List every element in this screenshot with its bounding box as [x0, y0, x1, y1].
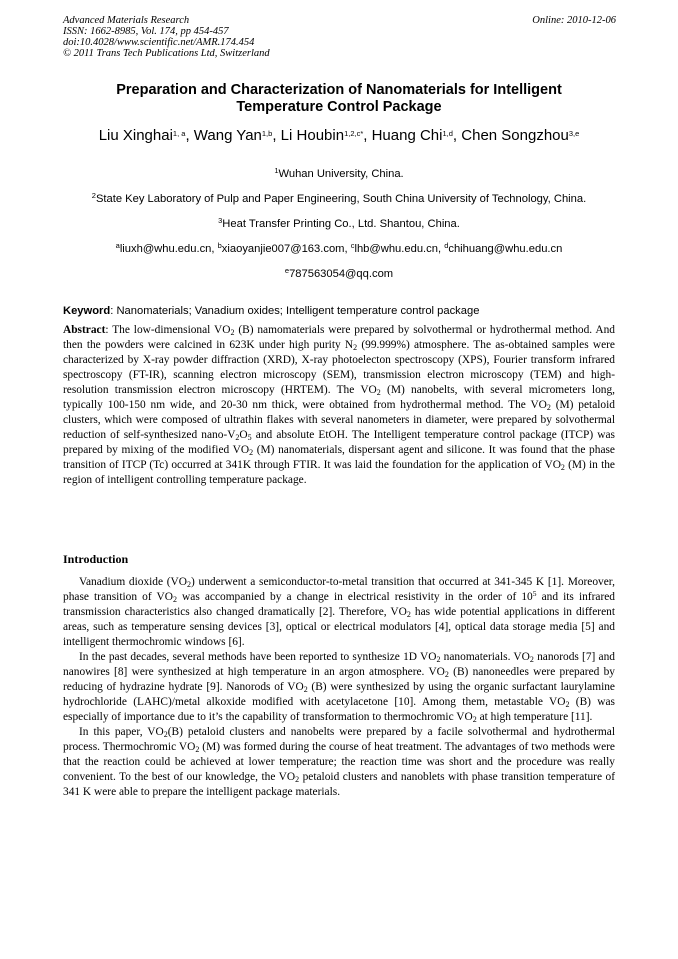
- subscript: 2: [472, 715, 477, 724]
- journal-header: [63, 15, 423, 59]
- affiliation-text: Wuhan University, China.: [278, 168, 404, 180]
- subscript: 2: [546, 403, 551, 412]
- keywords: [63, 304, 615, 318]
- author-name: Liu Xinghai: [98, 127, 173, 144]
- title-line-1: Preparation and Characterization of Nanomaterials for Intelligent: [116, 82, 562, 98]
- author-email-e: [55, 267, 623, 281]
- email-address: liuxh@whu.edu.cn,: [119, 243, 218, 255]
- doi-line: doi:10.4028/www.scientific.net/AMR.174.454: [63, 37, 255, 48]
- email-mark: b: [217, 241, 222, 250]
- copyright-line: © 2011 Trans Tech Publications Ltd, Switzerland: [63, 48, 270, 59]
- author-separator: ,: [185, 127, 194, 144]
- affiliation-text: Heat Transfer Printing Co., Ltd. Shantou, China.: [222, 218, 460, 230]
- subscript: 2: [444, 670, 449, 679]
- abstract-text: (M) nanobelts, with several micrometers long, typically 100-150 nm wide, and 20-30 nm thick, were obtained from hydrothermal method. The VO: [63, 384, 615, 411]
- author-affiliation-mark: 1,2,c*: [344, 129, 364, 138]
- subscript: 5: [247, 433, 252, 442]
- email-mark: d: [444, 241, 449, 250]
- author-separator: ,: [363, 127, 372, 144]
- author-separator: ,: [272, 127, 281, 144]
- abstract-text: (M) in the region of intelligent controlling temperature package.: [63, 459, 615, 486]
- paragraph-text: nanorods [7] and nanowires [8] were synthesized at high temperature in an argon atmosphere. VO: [63, 651, 615, 678]
- author-name: Li Houbin: [280, 127, 345, 144]
- author-affiliation-mark: 1,d: [442, 129, 453, 138]
- keyword-label: Keyword: [63, 305, 111, 317]
- subscript: 2: [560, 463, 565, 472]
- author-name: Chen Songzhou: [461, 127, 569, 144]
- subscript: 2: [187, 580, 191, 589]
- author-emails: [55, 242, 623, 256]
- paragraph-text: at high temperature [11].: [476, 711, 593, 723]
- paragraph: [63, 650, 615, 725]
- subscript: 2: [376, 388, 381, 397]
- subscript: 2: [195, 745, 200, 754]
- subscript: 2: [436, 655, 441, 664]
- abstract-text: (B) namomaterials were prepared by solvothermal or hydrothermal method. And then the powders were calcined in 623K under high purity N: [63, 324, 615, 351]
- email-address: xiaoyanjie007@163.com,: [221, 243, 351, 255]
- abstract-text: (M) petaloid clusters, which were composed of ultrathin flakes with several nanometers in diameter, were prepared by solvothermal reduction of self-synthesized nano-V: [63, 399, 615, 441]
- paragraph-text: and its infrared transmission characteristics also changed dramatically [2]. Therefore, VO: [63, 591, 615, 618]
- paragraph: [63, 725, 615, 800]
- subscript: 2: [249, 448, 254, 457]
- paragraph-text: Vanadium dioxide (VO: [79, 576, 187, 588]
- affiliation-1: [55, 167, 623, 181]
- subscript: 2: [406, 610, 411, 619]
- author-affiliation-mark: 3,e: [568, 129, 580, 138]
- paragraph-text: nanomaterials. VO: [440, 651, 530, 663]
- introduction-body: [63, 575, 615, 800]
- subscript: 2: [235, 433, 240, 442]
- paragraph-text: (B) were synthesized by using the organic surfactant laurylamine hydrochloride (LAHC)/metal alkoxide modified with acetylacetone [10]. Among them, metastable VO: [63, 681, 615, 708]
- keyword-text: : Nanomaterials; Vanadium oxides; Intelligent temperature control package: [110, 305, 480, 317]
- paragraph-text: (M) was formed during the course of heat treatment. The advantages of two methods were that the reaction could be achieved at lower temperature; the reaction time was short and the procedure was really convenient. To the best of our knowledge, the VO: [63, 741, 615, 783]
- abstract: [63, 323, 615, 488]
- paragraph: [63, 575, 615, 650]
- author-list: [63, 127, 615, 145]
- journal-name: Advanced Materials Research: [63, 15, 190, 26]
- abstract-text: O: [239, 429, 248, 441]
- subscript: 2: [529, 655, 534, 664]
- affiliation-mark: 3: [218, 216, 223, 225]
- paragraph-text: was accompanied by a change in electrical resistivity in the order of 10: [176, 591, 533, 603]
- paper-title: [63, 82, 615, 116]
- paragraph-text: petaloid clusters and nanoblets with phase transition temperature of 341 K were able to prepare the intelligent package materials.: [63, 771, 615, 798]
- abstract-text: : The low-dimensional VO: [105, 324, 231, 336]
- subscript: 2: [353, 343, 358, 352]
- abstract-text: (99.999%) atmosphere. The as-obtained samples were characterized by X-ray powder diffraction (XRD), X-ray photoelecton spectroscopy (XPS), Fourier transform infrared spectroscopy (FT-IR), scanning electron microscopy (SEM), transmission electron microscopy (TEM) and high-resolution transmission electron microscopy (HRTEM). The VO: [63, 339, 615, 396]
- paragraph-text: In this paper, VO: [79, 726, 164, 738]
- affiliation-mark: 1: [274, 166, 279, 175]
- email-address: lhb@whu.edu.cn,: [354, 243, 445, 255]
- email-mark: a: [115, 241, 120, 250]
- paragraph-text: (B) nanoneedles were prepared by reducing of hydrazine hydrate [9]. Nanorods of VO: [63, 666, 615, 693]
- section-heading-introduction: Introduction: [63, 552, 129, 566]
- affiliation-2: [55, 192, 623, 206]
- subscript: 2: [303, 685, 308, 694]
- subscript: 2: [565, 700, 570, 709]
- author-affiliation-mark: 1, a: [172, 129, 186, 138]
- paragraph-text: (B) petaloid clusters and nanobelts were prepared by a facile solvothermal and hydrothermal process. Thermochromic VO: [63, 726, 615, 753]
- issn-line: ISSN: 1662-8985, Vol. 174, pp 454-457: [63, 26, 229, 37]
- subscript: 2: [295, 775, 300, 784]
- paragraph-text: ) underwent a semiconductor-to-metal transition that occurred at 341-345 K [1]. Moreover, phase transition of VO: [63, 576, 615, 603]
- author-name: Wang Yan: [193, 127, 262, 144]
- online-date: Online: 2010-12-06: [532, 15, 616, 26]
- affiliation-text: State Key Laboratory of Pulp and Paper Engineering, South China University of Technology, China.: [95, 193, 587, 205]
- paragraph-text: (B) was especially of importance due to it’s the capability of transformation to thermochromic VO: [63, 696, 615, 723]
- subscript: 2: [230, 328, 235, 337]
- email-address: 787563054@qq.com: [289, 268, 394, 280]
- author-affiliation-mark: 1,b: [261, 129, 273, 138]
- email-mark: e: [284, 266, 290, 275]
- author-separator: ,: [452, 127, 462, 144]
- affiliation-3: [55, 217, 623, 231]
- subscript: 2: [163, 730, 168, 739]
- email-mark: c: [350, 241, 355, 250]
- author-name: Huang Chi: [371, 127, 443, 144]
- abstract-label: Abstract: [63, 324, 106, 336]
- email-address: chihuang@whu.edu.cn: [448, 243, 563, 255]
- affiliation-mark: 2: [91, 191, 96, 200]
- title-line-2: Temperature Control Package: [236, 99, 442, 115]
- paragraph-text: In the past decades, several methods have been reported to synthesize 1D VO: [79, 651, 437, 663]
- paragraph-text: has wide potential applications in different areas, such as temperature sensing devices [3], optical or electrical modulators [4], optical data storage media [5] and intelligent thermochromic windows [6].: [63, 606, 615, 648]
- subscript: 2: [172, 595, 177, 604]
- abstract-text: and absolute EtOH. The Intelligent temperature control package (ITCP) was prepared by mixing of the modified VO: [63, 429, 615, 456]
- abstract-text: (M) nanomaterials, dispersant agent and silicone. It was found that the phase transition of ITCP (Tc) occurred at 341K through FTIR. It was laid the foundation for the application of VO: [63, 444, 615, 471]
- superscript: 5: [532, 589, 537, 598]
